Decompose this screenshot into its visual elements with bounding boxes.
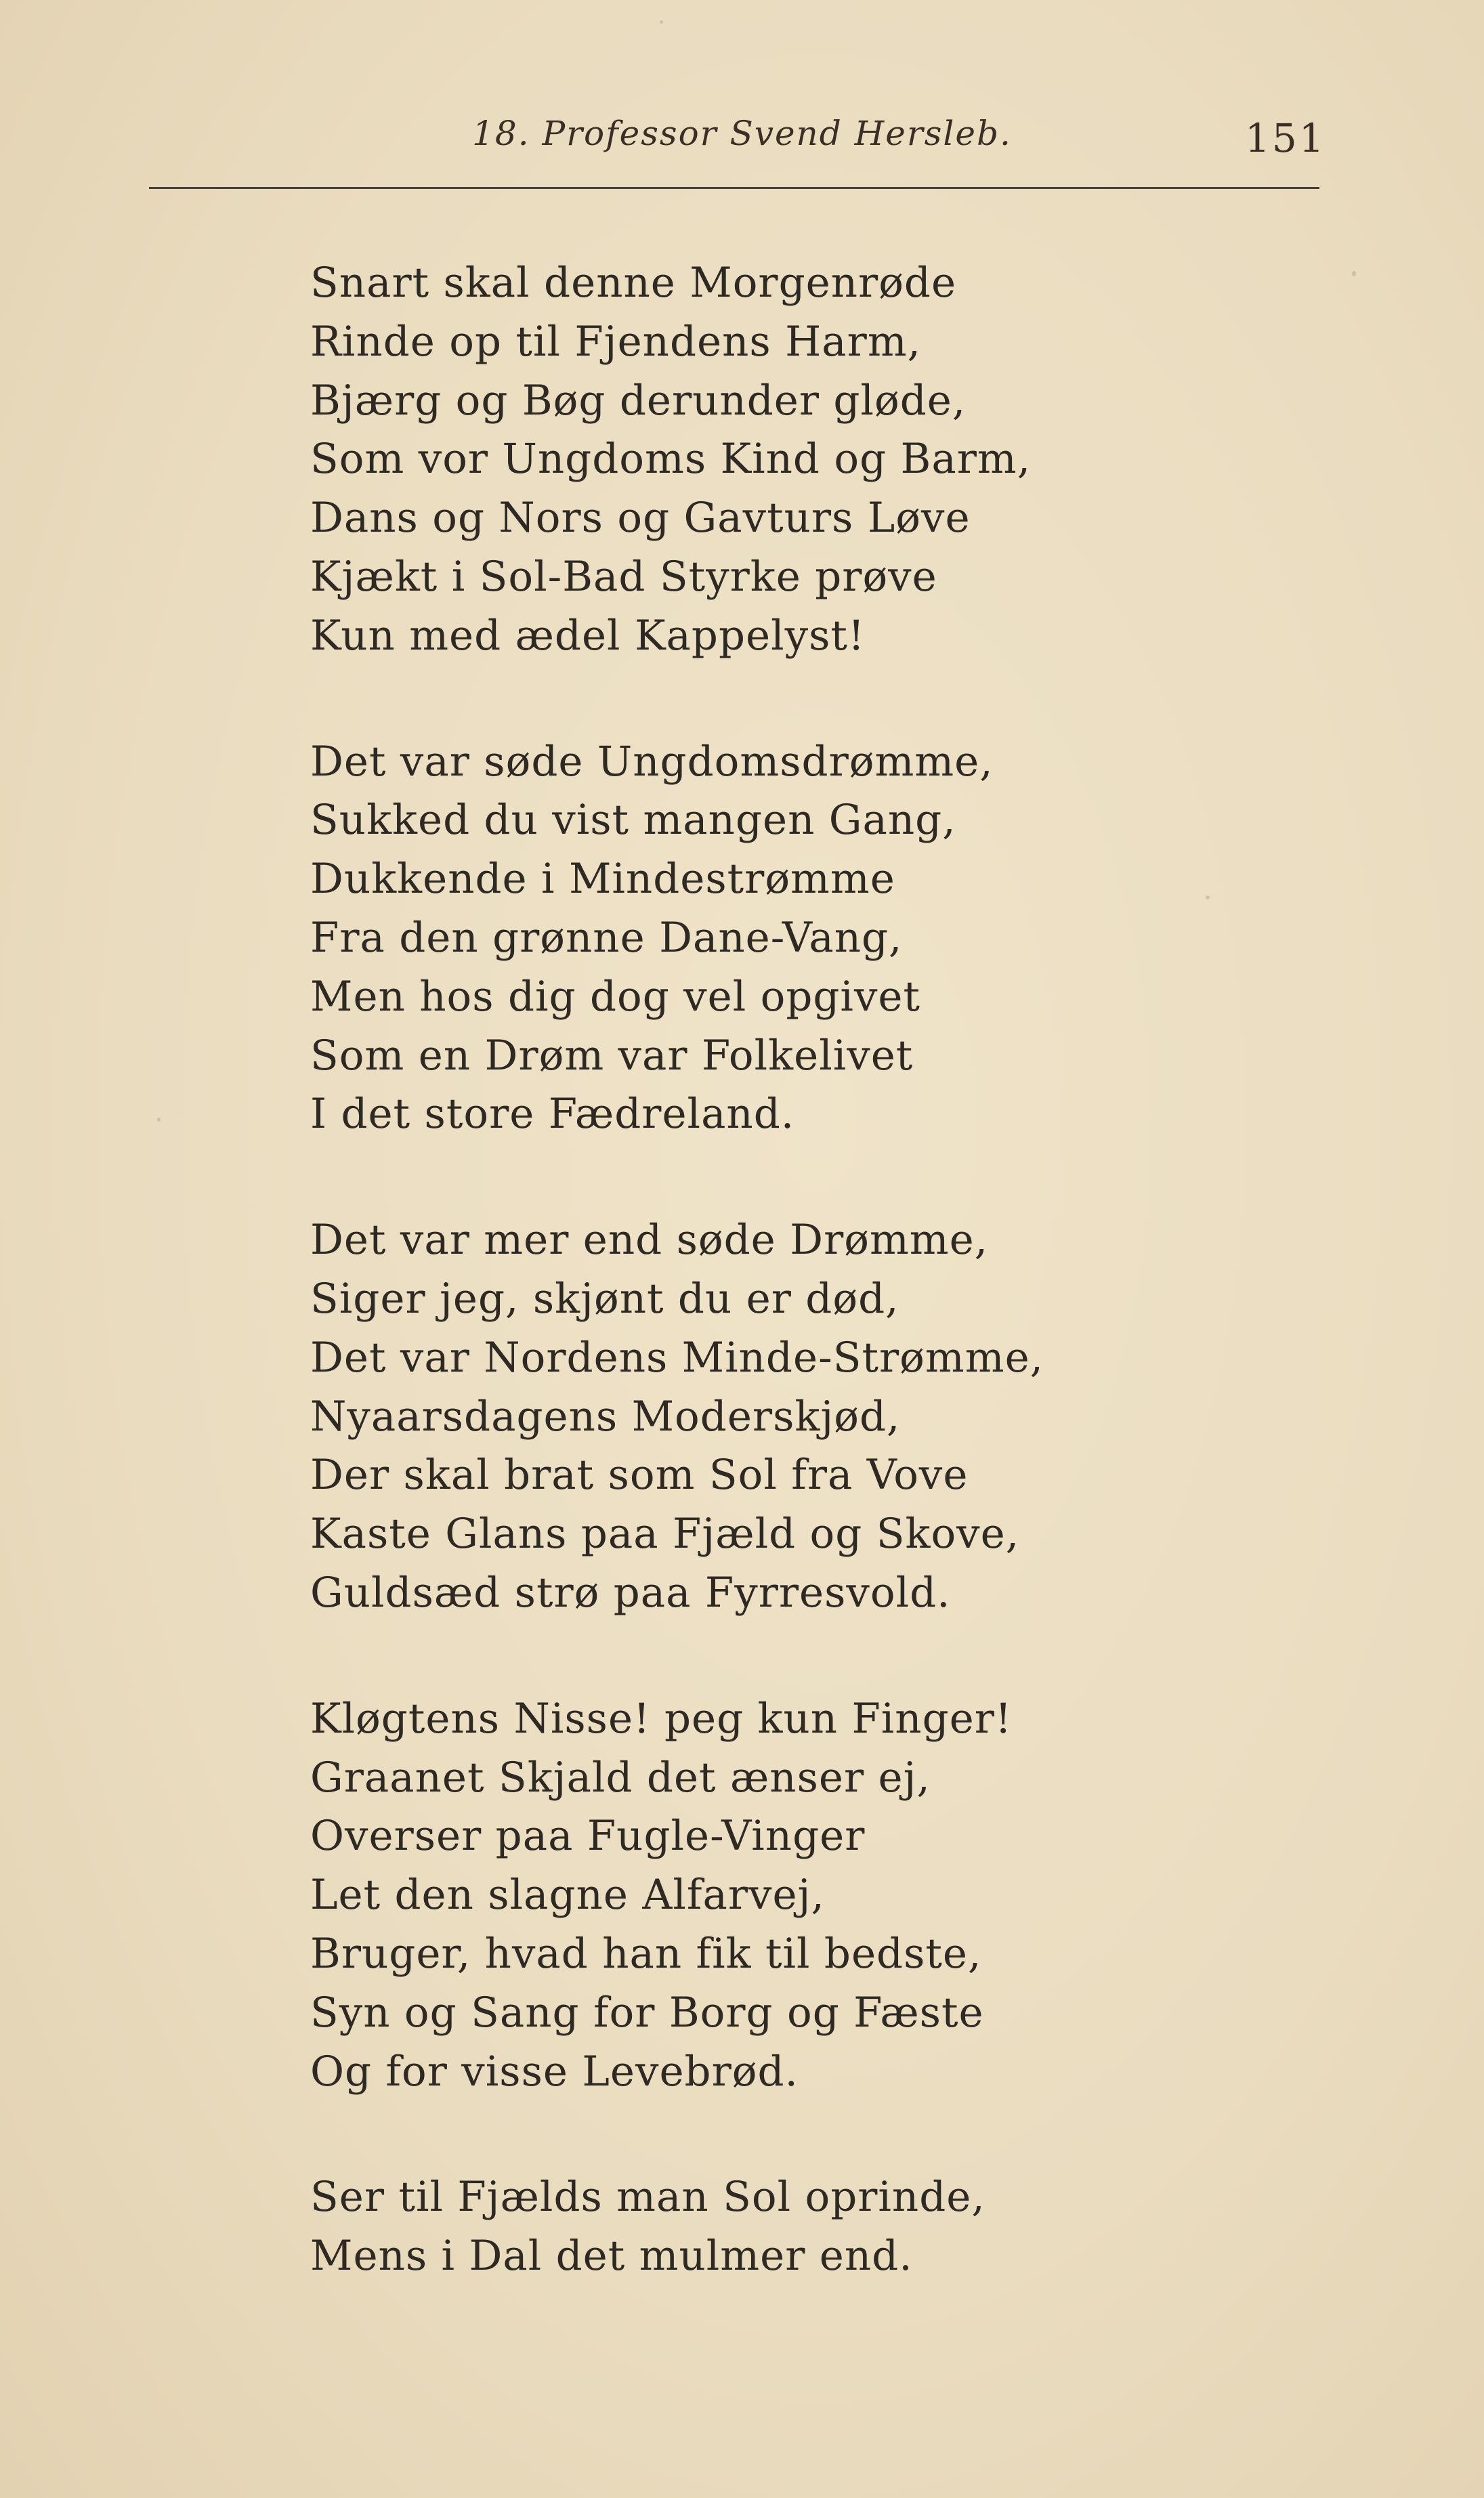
verse-line: Og for visse Levebrød.	[310, 2047, 799, 2096]
verse-line: Det var Nordens Minde-Strømme,	[310, 1333, 1044, 1382]
verse-line: Graanet Skjald det ænser ej,	[310, 1753, 931, 1802]
stanza-1	[310, 254, 1258, 666]
verse-line: Det var mer end søde Drømme,	[310, 1216, 989, 1265]
verse-line: Kaste Glans paa Fjæld og Skove,	[310, 1510, 1020, 1559]
verse-line: Siger jeg, skjønt du er død,	[310, 1274, 899, 1323]
verse-line: Bjærg og Bøg derunder gløde,	[310, 376, 967, 425]
verse-line: Overser paa Fugle-Vinger	[310, 1812, 866, 1861]
verse-line: Det var søde Ungdomsdrømme,	[310, 737, 994, 786]
verse-line: Dukkende i Mindestrømme	[310, 855, 895, 904]
verse-line: Let den slagne Alfarvej,	[310, 1871, 825, 1920]
running-head	[0, 108, 1484, 169]
verse-line: Bruger, hvad han fik til bedste,	[310, 1929, 982, 1978]
verse-line: Mens i Dal det mulmer end.	[310, 2232, 913, 2281]
verse-line: Nyaarsdagens Moderskjød,	[310, 1392, 901, 1441]
paper-speck	[1352, 271, 1356, 276]
verse-line: Kløgtens Nisse! peg kun Finger!	[310, 1694, 1013, 1743]
stanza-2	[310, 733, 1258, 1145]
verse-line: Kjækt i Sol-Bad Styrke prøve	[310, 552, 937, 601]
verse-line: Men hos dig dog vel opgivet	[310, 972, 921, 1021]
stanza-4	[310, 1690, 1258, 2102]
verse-line: Rinde op til Fjendens Harm,	[310, 317, 922, 366]
page-number: 151	[1245, 115, 1326, 161]
stanza-5	[310, 2168, 1258, 2286]
chapter-heading: 18. Professor Svend Hersleb.	[472, 114, 1012, 153]
verse-line: Ser til Fjælds man Sol oprinde,	[310, 2173, 985, 2222]
verse-line: Som en Drøm var Folkelivet	[310, 1031, 914, 1080]
poem-body	[310, 254, 1258, 2353]
paper-speck	[660, 20, 663, 24]
verse-line: Syn og Sang for Borg og Fæste	[310, 1988, 984, 2037]
paper-speck	[1206, 895, 1210, 899]
verse-line: Fra den grønne Dane-Vang,	[310, 913, 903, 962]
verse-line: Snart skal denne Morgenrøde	[310, 259, 957, 307]
verse-line: Guldsæd strø paa Fyrresvold.	[310, 1568, 951, 1617]
verse-line: Sukked du vist mangen Gang,	[310, 796, 956, 845]
verse-line: Kun med ædel Kappelyst!	[310, 611, 866, 660]
header-rule	[149, 187, 1319, 189]
verse-line: Dans og Nors og Gavturs Løve	[310, 494, 971, 543]
verse-line: I det store Fædreland.	[310, 1090, 795, 1139]
verse-line: Der skal brat som Sol fra Vove	[310, 1451, 969, 1500]
stanza-3	[310, 1211, 1258, 1623]
verse-line: Som vor Ungdoms Kind og Barm,	[310, 435, 1032, 484]
paper-speck	[157, 1118, 161, 1122]
